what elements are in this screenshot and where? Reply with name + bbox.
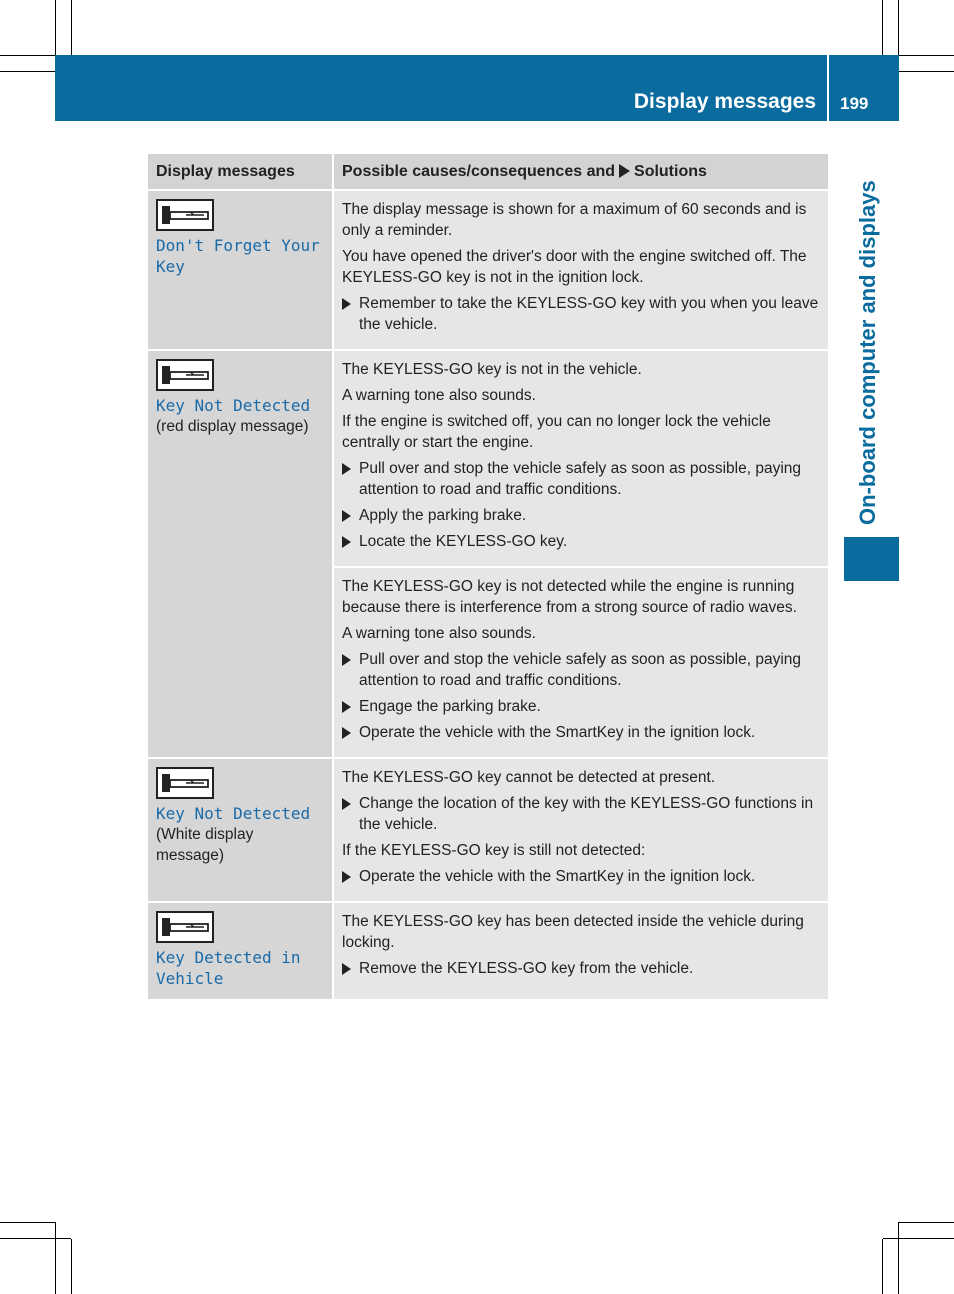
crop-mark: [883, 1238, 954, 1239]
message-cell: [148, 758, 333, 902]
arrow-right-icon: [342, 798, 351, 810]
message-cell: [148, 902, 333, 1000]
display-message-text: Key Not Detected: [156, 396, 311, 415]
solution-step: [342, 958, 822, 979]
table-row: [148, 758, 828, 902]
step-text: Remember to take the KEYLESS-GO key with you when you leave the vehicle.: [359, 295, 819, 333]
step-text: Locate the KEYLESS-GO key.: [359, 533, 568, 550]
arrow-right-icon: [342, 463, 351, 475]
arrow-right-icon: [342, 298, 351, 310]
crop-mark: [71, 1239, 72, 1294]
cause-solution-cell: [333, 190, 828, 350]
paragraph: You have opened the driver's door with the engine switched off. The KEYLESS-GO key is not in the ignition lock.: [342, 248, 807, 286]
paragraph: A warning tone also sounds.: [342, 387, 536, 404]
table-row: [148, 902, 828, 1000]
solution-step: [342, 866, 822, 887]
crop-mark: [899, 1222, 954, 1223]
arrow-right-icon: [342, 536, 351, 548]
crop-mark: [55, 1222, 56, 1294]
solution-step: [342, 722, 822, 743]
crop-mark: [899, 55, 954, 56]
message-cell: [148, 190, 333, 350]
crop-mark: [0, 71, 55, 72]
header-divider: [827, 55, 829, 121]
step-text: Pull over and stop the vehicle safely as soon as possible, paying attention to road and traffic conditions.: [359, 460, 802, 498]
arrow-right-icon: [342, 510, 351, 522]
column-header-solutions-text: Solutions: [634, 163, 707, 180]
step-text: Engage the parking brake.: [359, 698, 541, 715]
crop-mark: [71, 0, 72, 55]
column-header-causes: [333, 154, 828, 190]
arrow-right-icon: [342, 871, 351, 883]
arrow-right-icon: [619, 164, 630, 178]
crop-mark: [882, 0, 883, 55]
column-header-causes-text: Possible causes/consequences and: [342, 163, 616, 180]
step-text: Operate the vehicle with the SmartKey in the ignition lock.: [359, 724, 756, 741]
keyless-go-key-icon: [156, 199, 214, 231]
keyless-go-key-icon: [156, 767, 214, 799]
arrow-right-icon: [342, 963, 351, 975]
paragraph: A warning tone also sounds.: [342, 625, 536, 642]
solution-step: [342, 696, 822, 717]
step-text: Remove the KEYLESS-GO key from the vehicle.: [359, 960, 694, 977]
display-message-note: (White display message): [156, 826, 254, 864]
display-message-note: (red display message): [156, 418, 309, 435]
solution-step: [342, 505, 822, 526]
solution-step: [342, 649, 822, 691]
paragraph: If the KEYLESS-GO key is still not detected:: [342, 842, 646, 859]
crop-mark: [882, 1239, 883, 1294]
keyless-go-key-icon: [156, 359, 214, 391]
column-header-messages: Display messages: [148, 154, 333, 190]
display-message-text: Don't Forget Your Key: [156, 236, 320, 276]
cause-solution-cell: [333, 758, 828, 902]
paragraph: The KEYLESS-GO key is not detected while the engine is running because there is interference from a strong source of radio waves.: [342, 578, 797, 616]
page-number: 199: [840, 94, 869, 113]
paragraph: The KEYLESS-GO key cannot be detected at present.: [342, 769, 716, 786]
cause-solution-cell: [333, 350, 828, 567]
solution-step: [342, 793, 822, 835]
table-row: [148, 350, 828, 567]
crop-mark: [899, 71, 954, 72]
crop-mark: [0, 1238, 71, 1239]
crop-mark: [0, 1222, 55, 1223]
display-messages-table: [148, 154, 828, 1001]
paragraph: If the engine is switched off, you can no longer lock the vehicle centrally or start the engine.: [342, 413, 771, 451]
page-title: Display messages: [633, 90, 816, 113]
arrow-right-icon: [342, 727, 351, 739]
message-cell: [148, 350, 333, 758]
cause-solution-cell: [333, 902, 828, 1000]
arrow-right-icon: [342, 701, 351, 713]
crop-mark: [0, 55, 55, 56]
arrow-right-icon: [342, 654, 351, 666]
crop-mark: [55, 0, 56, 55]
table-row: [148, 190, 828, 350]
display-message-text: Key Detected in Vehicle: [156, 948, 301, 988]
paragraph: The KEYLESS-GO key has been detected inside the vehicle during locking.: [342, 913, 804, 951]
crop-mark: [898, 0, 899, 55]
step-text: Change the location of the key with the KEYLESS-GO functions in the vehicle.: [359, 795, 814, 833]
section-side-title: On-board computer and displays: [855, 180, 880, 525]
crop-mark: [898, 1222, 899, 1294]
solution-step: [342, 293, 822, 335]
keyless-go-key-icon: [156, 911, 214, 943]
paragraph: The KEYLESS-GO key is not in the vehicle.: [342, 361, 642, 378]
step-text: Apply the parking brake.: [359, 507, 527, 524]
solution-step: [342, 531, 822, 552]
step-text: Operate the vehicle with the SmartKey in the ignition lock.: [359, 868, 756, 885]
display-message-text: Key Not Detected: [156, 804, 311, 823]
paragraph: The display message is shown for a maximum of 60 seconds and is only a reminder.: [342, 201, 807, 239]
solution-step: [342, 458, 822, 500]
table-header-row: [148, 154, 828, 190]
step-text: Pull over and stop the vehicle safely as soon as possible, paying attention to road and traffic conditions.: [359, 651, 802, 689]
section-tab-marker: [844, 537, 899, 581]
cause-solution-cell: [333, 567, 828, 758]
